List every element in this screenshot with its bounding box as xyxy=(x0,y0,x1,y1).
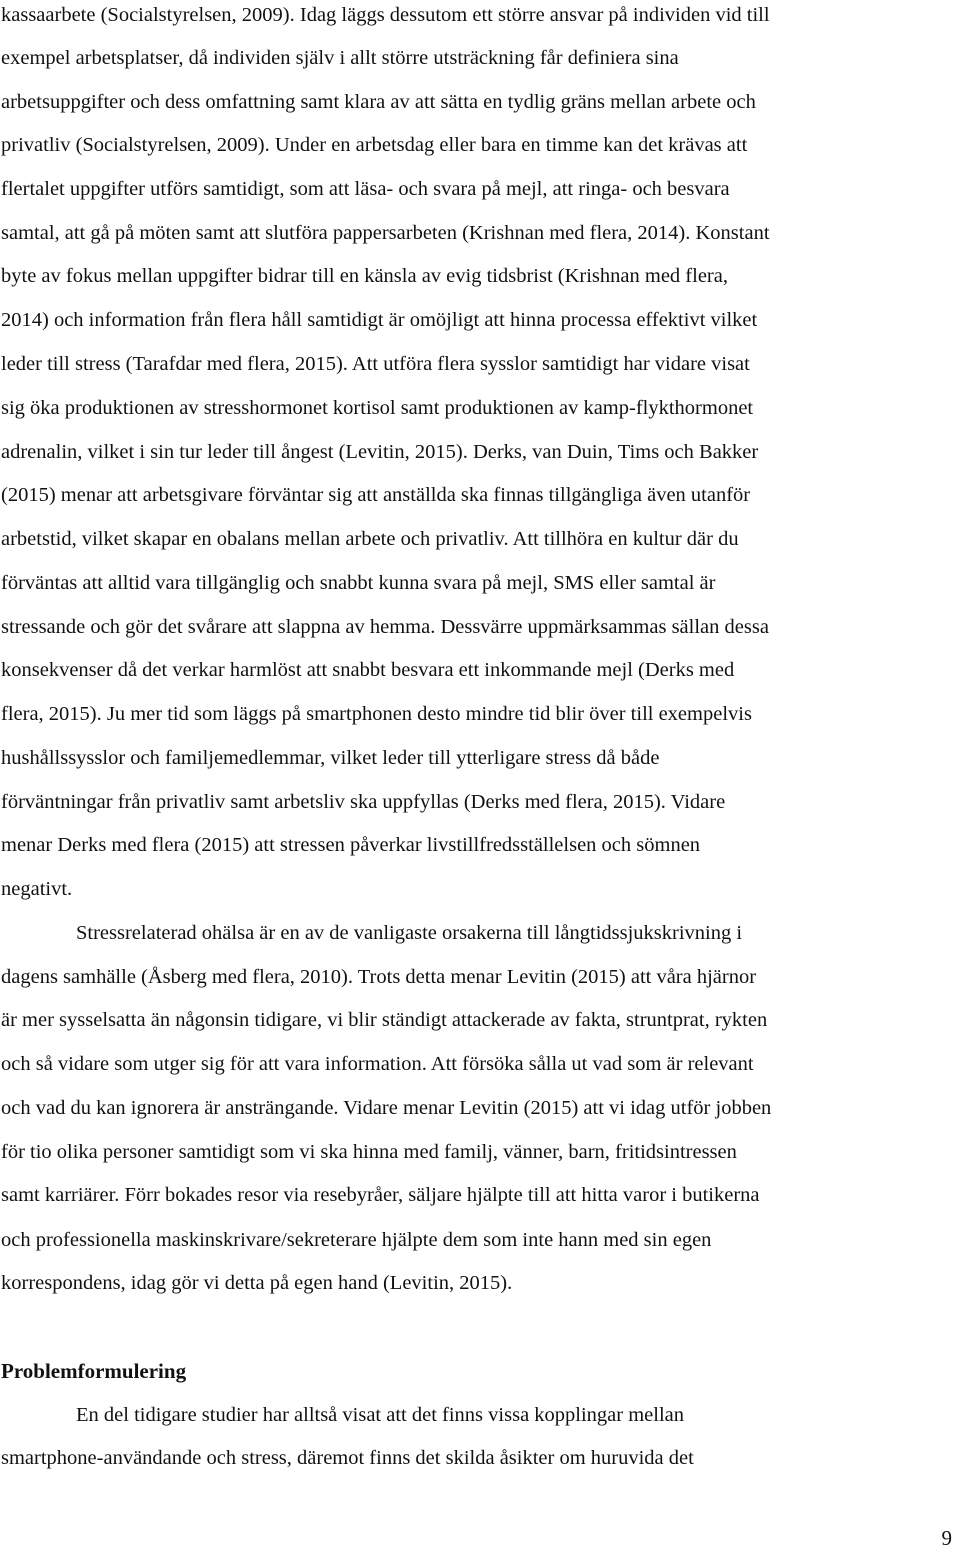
text-line: negativt. xyxy=(1,878,73,900)
text-line: sig öka produktionen av stresshormonet kortisol samt produktionen av kamp-flykthormonet xyxy=(1,397,754,419)
paragraph-first-line: En del tidigare studier har alltså visat att det finns vissa kopplingar mellan xyxy=(76,1404,685,1426)
text-line: konsekvenser då det verkar harmlöst att snabbt besvara ett inkommande mejl (Derks med xyxy=(1,659,735,681)
text-line: menar Derks med flera (2015) att stressen påverkar livstillfredsställelsen och sömnen xyxy=(1,834,701,856)
text-line: och så vidare som utger sig för att vara information. Att försöka sålla ut vad som är relevant xyxy=(1,1053,754,1075)
text-line: samt karriärer. Förr bokades resor via resebyråer, säljare hjälpte till att hitta varor i butikerna xyxy=(1,1184,760,1206)
text-line: hushållssysslor och familjemedlemmar, vilket leder till ytterligare stress då både xyxy=(1,747,660,769)
text-line: flera, 2015). Ju mer tid som läggs på smartphonen desto mindre tid blir över till exempelvis xyxy=(1,703,752,725)
text-line: arbetsuppgifter och dess omfattning samt klara av att sätta en tydlig gräns mellan arbete och xyxy=(1,91,756,113)
text-line: 2014) och information från flera håll samtidigt är omöjligt att hinna processa effektivt vilket xyxy=(1,309,758,331)
paragraph-first-line: Stressrelaterad ohälsa är en av de vanligaste orsakerna till långtidssjukskrivning i xyxy=(76,922,743,944)
text-line: (2015) menar att arbetsgivare förväntar sig att anställda ska finnas tillgängliga även utanför xyxy=(1,484,751,506)
text-line: leder till stress (Tarafdar med flera, 2015). Att utföra flera sysslor samtidigt har vidare visat xyxy=(1,353,750,375)
text-line: är mer sysselsatta än någonsin tidigare, vi blir ständigt attackerade av fakta, struntprat, rykten xyxy=(1,1009,768,1031)
text-line: förväntningar från privatliv samt arbetsliv ska uppfyllas (Derks med flera, 2015). Vidare xyxy=(1,791,726,813)
text-line: smartphone-användande och stress, däremot finns det skilda åsikter om huruvida det xyxy=(1,1447,694,1469)
text-line: byte av fokus mellan uppgifter bidrar till en känsla av evig tidsbrist (Krishnan med flera, xyxy=(1,265,728,287)
text-line: förväntas att alltid vara tillgänglig och snabbt kunna svara på mejl, SMS eller samtal är xyxy=(1,572,716,594)
text-line: och vad du kan ignorera är ansträngande. Vidare menar Levitin (2015) att vi idag utför jobben xyxy=(1,1097,772,1119)
text-line: och professionella maskinskrivare/sekreterare hjälpte dem som inte hann med sin egen xyxy=(1,1229,712,1251)
text-line: samtal, att gå på möten samt att slutföra pappersarbeten (Krishnan med flera, 2014). Konstant xyxy=(1,222,770,244)
text-line: dagens samhälle (Åsberg med flera, 2010). Trots detta menar Levitin (2015) att våra hjärnor xyxy=(1,966,757,988)
text-line: exempel arbetsplatser, då individen själv i allt större utsträckning får definiera sina xyxy=(1,47,679,69)
text-line: flertalet uppgifter utförs samtidigt, som att läsa- och svara på mejl, att ringa- och besvara xyxy=(1,178,730,200)
text-line: arbetstid, vilket skapar en obalans mellan arbete och privatliv. Att tillhöra en kultur där du xyxy=(1,528,739,550)
text-line: korrespondens, idag gör vi detta på egen hand (Levitin, 2015). xyxy=(1,1272,513,1294)
section-heading: Problemformulering xyxy=(1,1359,187,1383)
text-line: för tio olika personer samtidigt som vi ska hinna med familj, vänner, barn, fritidsintressen xyxy=(1,1141,737,1163)
page-number: 9 xyxy=(941,1526,952,1550)
text-line: stressande och gör det svårare att slappna av hemma. Dessvärre uppmärksammas sällan dessa xyxy=(1,616,769,638)
text-line: privatliv (Socialstyrelsen, 2009). Under en arbetsdag eller bara en timme kan det krävas att xyxy=(1,134,748,156)
text-line: kassaarbete (Socialstyrelsen, 2009). Idag läggs dessutom ett större ansvar på individen vid till xyxy=(1,4,770,26)
text-line: adrenalin, vilket i sin tur leder till ångest (Levitin, 2015). Derks, van Duin, Tims och Bakker xyxy=(1,441,759,463)
